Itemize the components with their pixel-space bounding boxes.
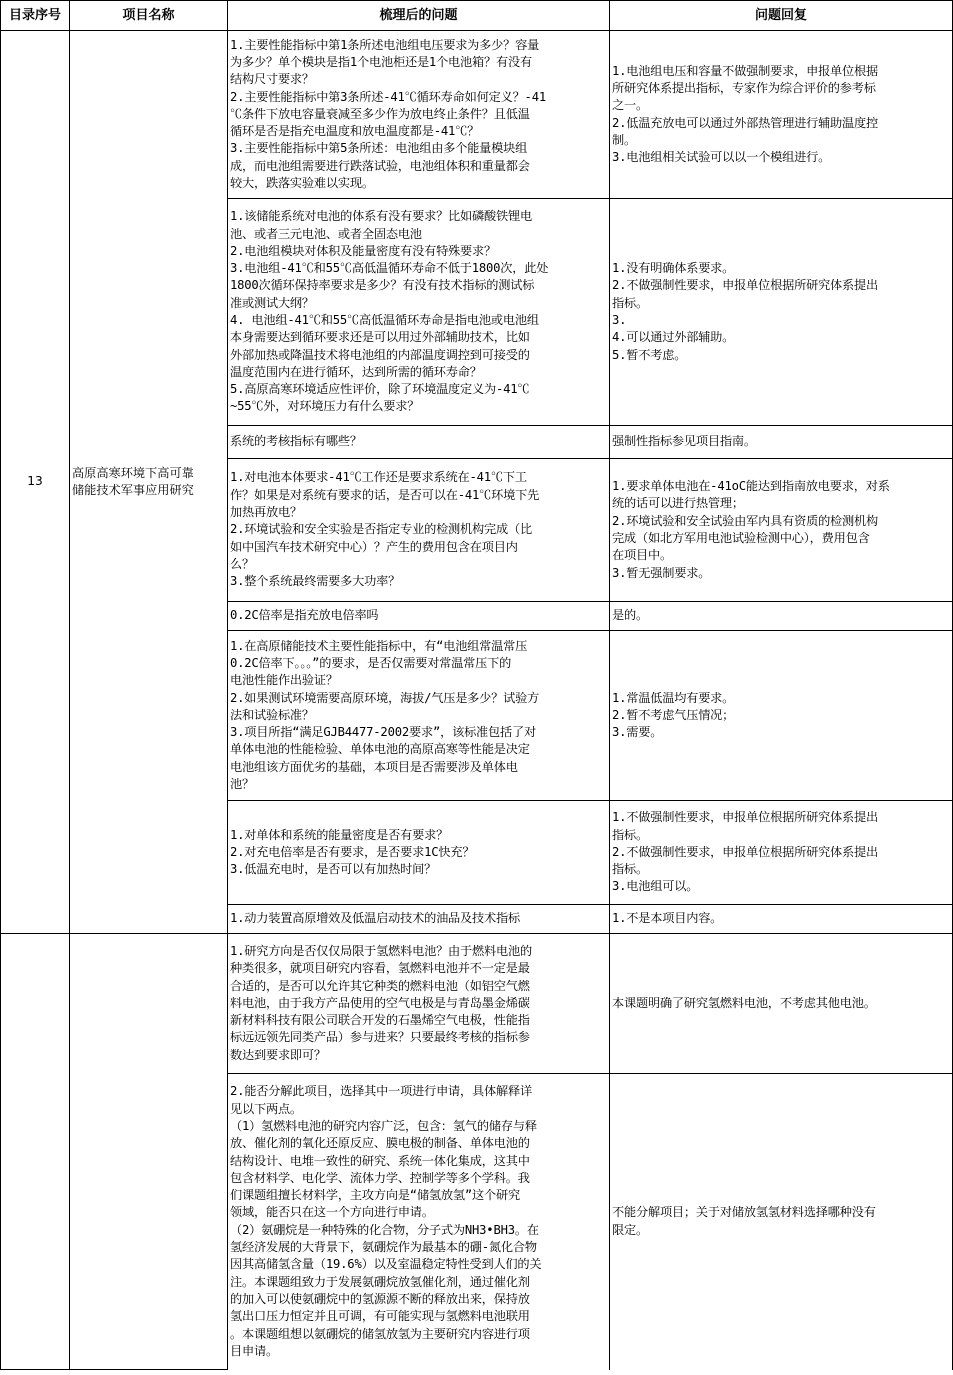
question-cell — [228, 801, 610, 905]
text-line: 目申请。 — [230, 1343, 278, 1358]
text-line: 储能技术军事应用研究 — [72, 483, 194, 497]
text-line: 氢出口压力恒定并且可调，有可能实现与氢燃料电池联用 — [230, 1309, 530, 1324]
answer-cell — [610, 602, 953, 631]
text-line: 1.动力装置高原增效及低温启动技术的油品及技术指标 — [230, 911, 520, 926]
text-line: 1.常温低温均有要求。 — [612, 690, 735, 705]
text-line: 3.电池组可以。 — [612, 879, 699, 894]
question-cell — [228, 199, 610, 426]
text-line: 领域，能否只在这一个方向进行申请。 — [230, 1205, 434, 1220]
text-line: 4. 电池组-41℃和55℃高低温循环寿命是指电池或电池组 — [230, 313, 539, 327]
text-line: 3.低温充电时，是否可以有加热时间？ — [230, 862, 437, 877]
text-line: 2.主要性能指标中第3条所述-41℃循环寿命如何定义？-41 — [230, 89, 546, 104]
text-line: 1.对单体和系统的能量密度是否有要求？ — [230, 827, 449, 842]
text-line: 电池组该方面优劣的基础，本项目是否需要涉及单体电 — [230, 759, 518, 774]
text-line: 0.2C倍率下。。。”的要求，是否仅需要对常温常压下的 — [230, 655, 512, 670]
text-line: 2.对充电倍率是否有要求，是否要求1C快充？ — [230, 844, 475, 859]
text-line: 3.需要。 — [612, 725, 663, 740]
text-line: 2.暂不考虑气压情况； — [612, 707, 735, 722]
project-name-cell — [70, 934, 228, 1370]
text-line: 5.高原高寒环境适应性评价，除了环境温度定义为-41℃ — [230, 382, 530, 397]
text-line: 结构尺寸要求？ — [230, 72, 314, 87]
catalog-index-cell: 13 — [1, 31, 70, 934]
question-cell — [228, 459, 610, 602]
text-line: 放、催化剂的氧化还原反应、膜电极的制备、单体电池的 — [230, 1136, 530, 1151]
catalog-index-cell — [1, 934, 70, 1370]
text-line: ~55℃外，对环境压力有什么要求？ — [230, 399, 420, 414]
text-line: 加热再放电？ — [230, 505, 302, 520]
question-cell — [228, 426, 610, 459]
question-cell — [228, 602, 610, 631]
header-row — [1, 1, 953, 31]
text-line: 结构设计、电堆一致性的研究、系统一体化集成，这其中 — [230, 1153, 530, 1168]
text-line: 指标。 — [612, 827, 648, 842]
question-cell — [228, 1074, 610, 1370]
text-line: 1.要求单体电池在-41oC能达到指南放电要求，对系 — [612, 479, 890, 494]
text-line: 在项目中。 — [612, 548, 672, 563]
text-line: 3.项目所指“满足GJB4477-2002要求”，该标准包括了对 — [230, 725, 536, 740]
question-cell — [228, 31, 610, 199]
header-answer: 问题回复 — [610, 1, 953, 31]
answer-cell — [610, 934, 953, 1074]
text-line: 标远远领先同类产品）参与进来？只要最终考核的指标参 — [230, 1030, 530, 1045]
text-line: 3.整个系统最终需要多大功率？ — [230, 574, 401, 589]
text-line: 数达到要求即可？ — [230, 1047, 326, 1062]
text-line: 2.不做强制性要求，申报单位根据所研究体系提出 — [612, 844, 879, 859]
answer-cell — [610, 426, 953, 459]
text-line: 3.暂无强制要求。 — [612, 565, 711, 580]
text-line: 较大，跌落实验难以实现。 — [230, 176, 374, 191]
text-line: 统的话可以进行热管理； — [612, 496, 744, 511]
text-line: 完成（如北方军用电池试验检测中心），费用包含 — [612, 531, 870, 545]
text-line: 成，而电池组需要进行跌落试验，电池组体积和重量都会 — [230, 158, 530, 173]
question-cell — [228, 905, 610, 934]
text-line: 种类很多，就项目研究内容看，氢燃料电池并不一定是最 — [230, 961, 530, 976]
text-line: 2.能否分解此项目，选择其中一项进行申请，具体解释详 — [230, 1084, 532, 1099]
text-line: 高原高寒环境下高可靠 — [72, 465, 194, 480]
text-line: 池？ — [230, 777, 254, 792]
answer-cell — [610, 459, 953, 602]
text-line: 。本课题组想以氨硼烷的储氢放氢为主要研究内容进行项 — [230, 1326, 530, 1341]
text-line: 1.研究方向是否仅仅局限于氢燃料电池？由于燃料电池的 — [230, 943, 532, 958]
text-line: 作？如果是对系统有要求的话，是否可以在-41℃环境下先 — [230, 487, 540, 502]
text-line: 2.环境试验和安全实验是否指定专业的检测机构完成（比 — [230, 522, 532, 537]
text-line: 因其高储氢含量（19.6%）以及室温稳定特性受到人们的关 — [230, 1257, 542, 1272]
question-cell — [228, 934, 610, 1074]
header-question: 梳理后的问题 — [228, 1, 610, 31]
text-line: 1.对电池本体要求-41℃工作还是要求系统在-41℃下工 — [230, 470, 527, 485]
answer-cell — [610, 31, 953, 199]
text-line: 1.电池组电压和容量不做强制要求，申报单位根据 — [612, 63, 879, 78]
answer-cell — [610, 199, 953, 426]
text-line: （1）氢燃料电池的研究内容广泛，包含：氢气的储存与释 — [230, 1118, 537, 1133]
text-line: 的加入可以使氨硼烷中的氢源源不断的释放出来，保持放 — [230, 1291, 530, 1306]
text-line: 循环是否是指充电温度和放电温度都是-41℃？ — [230, 124, 480, 139]
project-name-cell — [70, 31, 228, 934]
answer-cell — [610, 905, 953, 934]
answer-cell — [610, 631, 953, 801]
text-line: 如中国汽车技术研究中心）？产生的费用包含在项目内 — [230, 539, 518, 554]
text-line: 限定。 — [612, 1222, 648, 1237]
header-project-name: 项目名称 — [70, 1, 228, 31]
text-line: 2.环境试验和安全试验由军内具有资质的检测机构 — [612, 513, 879, 528]
text-line: 么？ — [230, 556, 254, 571]
text-line: 合适的，是否可以允许其它种类的燃料电池（如铝空气燃 — [230, 978, 530, 993]
text-line: 3.主要性能指标中第5条所述：电池组由多个能量模块组 — [230, 141, 528, 156]
text-line: 0.2C倍率是指充放电倍率吗 — [230, 608, 379, 623]
text-line: 不能分解项目；关于对储放氢氢材料选择哪种没有 — [612, 1205, 876, 1220]
text-line: 系统的考核指标有哪些？ — [230, 434, 362, 449]
text-line: 4.可以通过外部辅助。 — [612, 330, 735, 345]
answer-cell — [610, 801, 953, 905]
text-line: 为多少？单个模块是指1个电池柜还是1个电池箱？有没有 — [230, 54, 532, 69]
text-line: 新材料科技有限公司联合开发的石墨烯空气电极，性能指 — [230, 1013, 530, 1028]
table-body — [1, 31, 953, 1370]
text-line: 指标。 — [612, 295, 648, 310]
question-cell — [228, 631, 610, 801]
text-line: 准或测试大纲？ — [230, 295, 314, 310]
text-line: 们课题组擅长材料学，主攻方向是“储氢放氢”这个研究 — [230, 1188, 520, 1203]
text-line: 2.如果测试环境需要高原环境，海拔/气压是多少？试验方 — [230, 690, 540, 705]
text-line: 指标。 — [612, 862, 648, 877]
text-line: 包含材料学、电化学、流体力学、控制学等多个学科。我 — [230, 1170, 530, 1185]
table-row — [1, 934, 953, 1074]
text-line: 强制性指标参见项目指南。 — [612, 434, 756, 449]
header-index: 目录序号 — [1, 1, 70, 31]
text-line: 见以下两点。 — [230, 1101, 302, 1116]
text-line: 3.电池组-41℃和55℃高低温循环寿命不低于1800次，此处 — [230, 261, 549, 276]
text-line: 3. — [612, 313, 627, 327]
text-line: 氢经济发展的大背景下，氨硼烷作为最基本的硼-氮化合物 — [230, 1240, 537, 1255]
text-line: 1.主要性能指标中第1条所述电池组电压要求为多少？容量 — [230, 37, 540, 52]
text-line: 本身需要达到循环要求还是可以用过外部辅助技术，比如 — [230, 330, 530, 345]
text-line: 1800次循环保持率要求是多少？有没有技术指标的测试标 — [230, 278, 535, 293]
text-line: 料电池，由于我方产品使用的空气电极是与青岛墨金烯碳 — [230, 995, 530, 1010]
text-line: 注。本课题组致力于发展氨硼烷放氢催化剂，通过催化剂 — [230, 1274, 530, 1289]
text-line: 池、或者三元电池、或者全固态电池 — [230, 226, 422, 241]
text-line: 1.没有明确体系要求。 — [612, 261, 735, 276]
answer-cell — [610, 1074, 953, 1370]
text-line: 2.电池组模块对体积及能量密度有没有特殊要求？ — [230, 243, 497, 258]
text-line: 2.不做强制性要求，申报单位根据所研究体系提出 — [612, 278, 879, 293]
text-line: 3.电池组相关试验可以以一个模组进行。 — [612, 150, 831, 165]
text-line: 制。 — [612, 132, 636, 147]
text-line: 1.该储能系统对电池的体系有没有要求？比如磷酸铁锂电 — [230, 209, 532, 224]
text-line: 单体电池的性能检验、单体电池的高原高寒等性能是决定 — [230, 742, 530, 757]
text-line: 法和试验标准？ — [230, 707, 314, 722]
text-line: 电池性能作出验证？ — [230, 673, 338, 688]
text-line: 本课题明确了研究氢燃料电池，不考虑其他电池。 — [612, 995, 876, 1010]
text-line: 之一。 — [612, 98, 648, 113]
table-row — [1, 31, 953, 199]
text-line: 所研究体系提出指标，专家作为综合评价的参考标 — [612, 80, 876, 95]
text-line: ℃条件下放电容量衰减至多少作为放电终止条件？且低温 — [230, 106, 530, 121]
text-line: 温度范围内在进行循环，达到所需的循环寿命？ — [230, 364, 482, 379]
text-line: （2）氨硼烷是一种特殊的化合物，分子式为NH3•BH3。在 — [230, 1222, 539, 1237]
text-line: 1.在高原储能技术主要性能指标中，有“电池组常温常压 — [230, 638, 528, 653]
text-line: 2.低温充放电可以通过外部热管理进行辅助温度控 — [612, 115, 879, 130]
text-line: 5.暂不考虑。 — [612, 347, 687, 362]
text-line: 是的。 — [612, 608, 648, 623]
text-line: 1.不是本项目内容。 — [612, 911, 723, 926]
text-line: 1.不做强制性要求，申报单位根据所研究体系提出 — [612, 810, 879, 825]
text-line: 外部加热或降温技术将电池组的内部温度调控到可接受的 — [230, 347, 530, 362]
